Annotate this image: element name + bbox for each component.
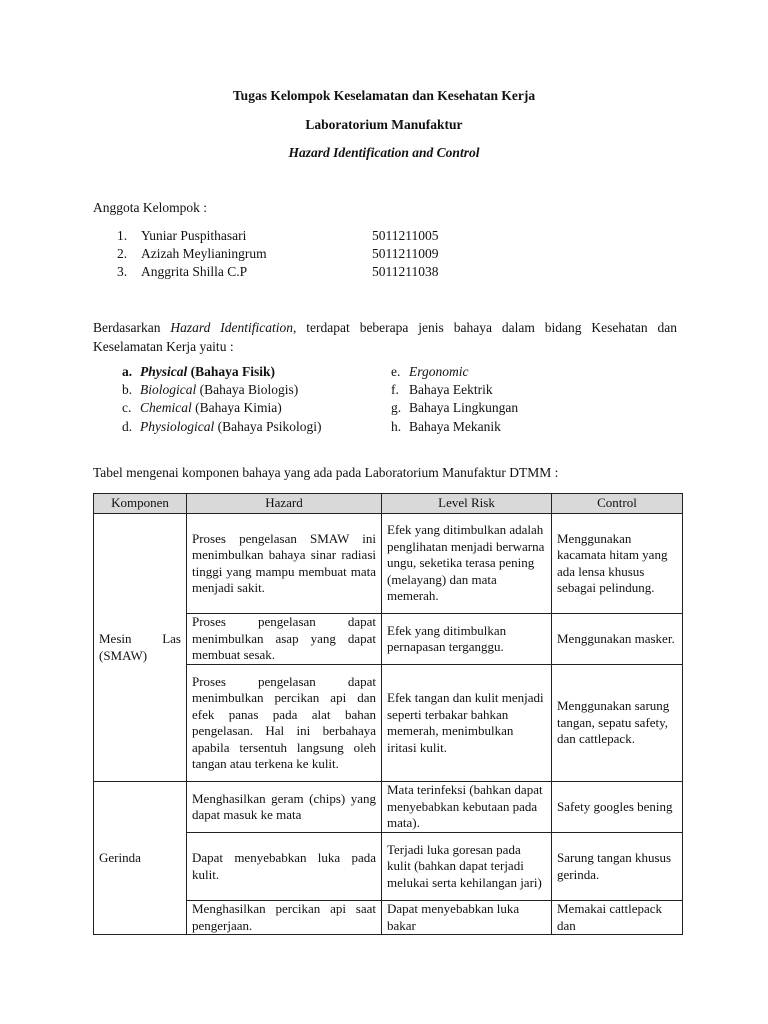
member-name: Azizah Meylianingrum	[141, 246, 267, 261]
intro-paragraph	[93, 318, 677, 356]
risk-cell: Efek yang ditimbulkan adalah penglihatan menjadi berwarna ungu, seketika terasa pening (melayang) dan mata memerah.	[382, 514, 552, 614]
hazard-letter: b.	[122, 382, 133, 397]
component-cell: Gerinda	[94, 782, 187, 935]
hazard-english: Ergonomic	[409, 364, 469, 379]
member-nrp: 5011211038	[372, 264, 439, 279]
member-item	[117, 228, 439, 246]
hazard-letter: h.	[391, 419, 402, 434]
member-name: Anggrita Shilla C.P	[141, 264, 248, 279]
hazard-item	[122, 364, 275, 380]
risk-cell: Terjadi luka goresan pada kulit (bahkan dapat terjadi melukai serta kehilangan jari)	[382, 833, 552, 901]
hazard-item	[391, 400, 518, 416]
control-cell: Memakai cattlepack dan	[552, 901, 683, 935]
hazard-indonesian: (Bahaya Psikologi)	[214, 419, 322, 434]
hazard-item	[122, 382, 298, 398]
table-row	[94, 514, 683, 614]
hazard-letter: d.	[122, 419, 133, 434]
hazard-item	[391, 382, 493, 398]
table-row	[94, 782, 683, 833]
hazard-letter: c.	[122, 400, 132, 415]
risk-cell: Dapat menyebabkan luka bakar	[382, 901, 552, 935]
hazard-cell: Proses pengelasan dapat menimbulkan asap yang dapat membuat sesak.	[187, 614, 382, 665]
hazard-letter: g.	[391, 400, 402, 415]
member-item	[117, 264, 439, 282]
intro-text-end: , terdapat beberapa jenis bahaya dalam bidang Kesehatan dan Keselamatan Kerja yaitu :	[93, 320, 677, 354]
hazard-english: Physical	[140, 364, 188, 379]
header-level-risk: Level Risk	[382, 494, 552, 514]
hazard-item	[122, 419, 322, 435]
control-cell: Menggunakan sarung tangan, sepatu safety, dan cattlepack.	[552, 665, 683, 782]
control-cell: Menggunakan masker.	[552, 614, 683, 665]
risk-cell: Efek tangan dan kulit menjadi seperti terbakar bahkan memerah, menimbulkan iritasi kulit.	[382, 665, 552, 782]
hazard-item	[391, 419, 501, 435]
table-intro: Tabel mengenai komponen bahaya yang ada pada Laboratorium Manufaktur DTMM :	[93, 465, 559, 480]
member-nrp: 5011211005	[372, 228, 439, 243]
control-cell: Sarung tangan khusus gerinda.	[552, 833, 683, 901]
doc-title: Tugas Kelompok Keselamatan dan Kesehatan Kerja	[232, 88, 536, 103]
hazard-indonesian: Bahaya Mekanik	[409, 419, 501, 434]
doc-subtitle: Laboratorium Manufaktur	[305, 117, 463, 132]
header-control: Control	[552, 494, 683, 514]
hazard-indonesian: (Bahaya Biologis)	[196, 382, 299, 397]
member-number: 2.	[117, 246, 128, 261]
component-cell: Mesin Las (SMAW)	[94, 514, 187, 782]
hazard-indonesian: Bahaya Lingkungan	[409, 400, 519, 415]
member-nrp: 5011211009	[372, 246, 439, 261]
risk-cell: Efek yang ditimbulkan pernapasan terganggu.	[382, 614, 552, 665]
member-number: 3.	[117, 264, 128, 279]
hazard-table	[93, 493, 683, 935]
member-name: Yuniar Puspithasari	[141, 228, 247, 243]
doc-topic: Hazard Identification and Control	[288, 145, 480, 160]
hazard-english: Chemical	[140, 400, 192, 415]
hazard-item	[122, 400, 282, 416]
member-item	[117, 246, 439, 264]
control-cell: Safety googles bening	[552, 782, 683, 833]
hazard-letter: f.	[391, 382, 399, 397]
hazard-item	[391, 364, 469, 380]
hazard-letter: e.	[391, 364, 401, 379]
intro-text-start: Berdasarkan	[93, 320, 171, 335]
hazard-indonesian: (Bahaya Fisik)	[187, 364, 276, 379]
hazard-letter: a.	[122, 364, 133, 379]
table-header-row	[94, 494, 683, 514]
hazard-english: Physiological	[140, 419, 215, 434]
hazard-cell: Proses pengelasan SMAW ini menimbulkan bahaya sinar radiasi tinggi yang mampu membuat mata menjadi sakit.	[187, 514, 382, 614]
hazard-indonesian: Bahaya Eektrik	[409, 382, 493, 397]
member-number: 1.	[117, 228, 128, 243]
intro-emphasis: Hazard Identification	[170, 320, 294, 335]
hazard-cell: Menghasilkan percikan api saat pengerjaan.	[187, 901, 382, 935]
members-label: Anggota Kelompok :	[93, 200, 207, 215]
header-komponen: Komponen	[94, 494, 187, 514]
hazard-english: Biological	[140, 382, 197, 397]
header-hazard: Hazard	[187, 494, 382, 514]
hazard-cell: Dapat menyebabkan luka pada kulit.	[187, 833, 382, 901]
hazard-indonesian: (Bahaya Kimia)	[191, 400, 282, 415]
control-cell: Menggunakan kacamata hitam yang ada lensa khusus sebagai pelindung.	[552, 514, 683, 614]
hazard-cell: Menghasilkan geram (chips) yang dapat masuk ke mata	[187, 782, 382, 833]
hazard-cell: Proses pengelasan dapat menimbulkan percikan api dan efek panas pada alat bahan pengelasan. Hal ini berbahaya apabila tersentuh langsung oleh tangan atau terkena ke kulit.	[187, 665, 382, 782]
risk-cell: Mata terinfeksi (bahkan dapat menyebabkan kebutaan pada mata).	[382, 782, 552, 833]
